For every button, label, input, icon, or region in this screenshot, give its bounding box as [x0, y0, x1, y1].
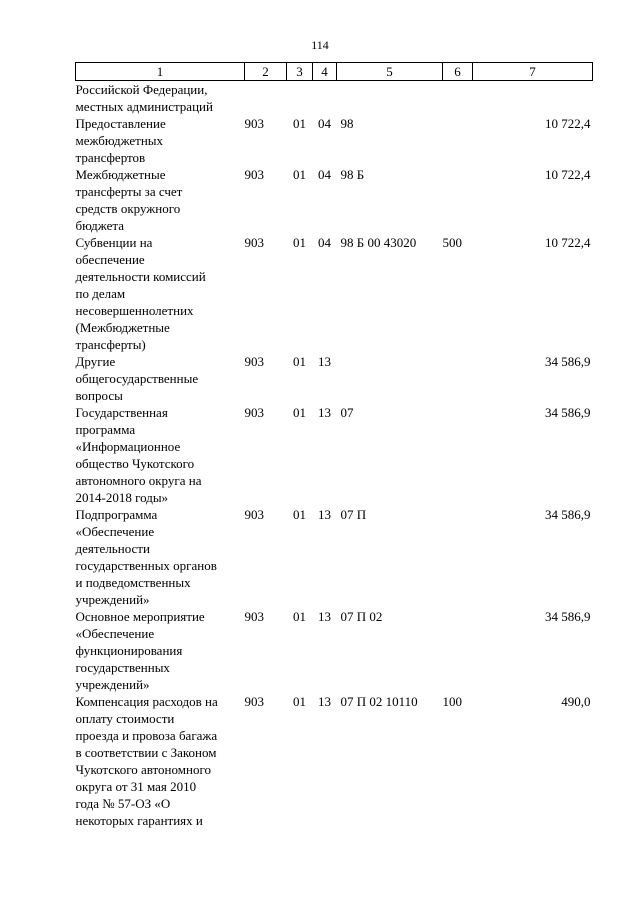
- header-col-7: 7: [473, 63, 593, 81]
- table-row: [76, 608, 593, 693]
- cell-name-line: (Межбюджетные: [75, 320, 170, 335]
- table-header: [76, 63, 593, 81]
- cell-name-line: трансфертов: [75, 150, 146, 165]
- cell-sum: 34 586,9: [545, 354, 591, 369]
- cell-gr: 903: [244, 116, 264, 131]
- cell-name-line: «Информационное: [75, 439, 181, 454]
- cell-name-line: учреждений»: [75, 592, 150, 607]
- cell-pr: 13: [318, 694, 331, 709]
- cell-name-line: общество Чукотского: [75, 456, 195, 471]
- cell-name-line: по делам: [75, 286, 126, 301]
- cell-name-line: функционирования: [75, 643, 183, 658]
- cell-name-line: оплату стоимости: [75, 711, 175, 726]
- cell-name: [76, 234, 245, 353]
- cell-csr: 07 П 02: [340, 609, 383, 624]
- cell-name-line: проезда и провоза багажа: [75, 728, 218, 743]
- cell-csr: 98 Б: [340, 167, 365, 182]
- cell-gr: 903: [244, 507, 264, 522]
- cell-csr: 07: [340, 405, 354, 420]
- header-row: [76, 63, 593, 81]
- table-row: [76, 115, 593, 166]
- cell-csr: 07 П 02 10110: [340, 694, 418, 709]
- cell-vr: 500: [442, 235, 462, 250]
- cell-pr: 13: [318, 609, 331, 624]
- cell-name-line: Российской Федерации,: [75, 82, 208, 97]
- cell-rz: [287, 81, 313, 116]
- cell-name: [76, 404, 245, 506]
- cell-name-line: учреждений»: [75, 677, 150, 692]
- table-row: [76, 81, 593, 116]
- cell-csr: 98 Б 00 43020: [340, 235, 417, 250]
- cell-name-line: общегосударственные: [75, 371, 199, 386]
- cell-name-line: Субвенции на: [75, 235, 153, 250]
- cell-name-line: деятельности: [75, 541, 150, 556]
- cell-name-line: Предоставление: [75, 116, 166, 131]
- cell-sum: 490,0: [561, 694, 591, 709]
- cell-gr: 903: [244, 167, 264, 182]
- cell-name-line: и подведомственных: [75, 575, 191, 590]
- cell-gr: 903: [244, 405, 264, 420]
- cell-rz: 01: [293, 116, 306, 131]
- cell-name-line: 2014-2018 годы»: [75, 490, 169, 505]
- cell-name-line: Государственная: [75, 405, 168, 420]
- cell-csr: 07 П: [340, 507, 367, 522]
- cell-name-line: «Обеспечение: [75, 626, 155, 641]
- cell-csr: [337, 353, 443, 404]
- header-col-5: 5: [337, 63, 443, 81]
- cell-name: [76, 81, 245, 116]
- cell-name-line: государственных: [75, 660, 170, 675]
- cell-sum: 34 586,9: [545, 405, 591, 420]
- cell-sum: 10 722,4: [545, 235, 591, 250]
- table-row: [76, 506, 593, 608]
- cell-rz: 01: [293, 694, 306, 709]
- cell-name-line: в соответствии с Законом: [75, 745, 217, 760]
- cell-gr: 903: [244, 235, 264, 250]
- table-body: [76, 81, 593, 830]
- cell-pr: 04: [318, 235, 331, 250]
- cell-name-line: Чукотского автономного: [75, 762, 211, 777]
- cell-name-line: округа от 31 мая 2010: [75, 779, 197, 794]
- cell-sum: [473, 81, 593, 116]
- cell-vr: 100: [442, 694, 462, 709]
- cell-name-line: государственных органов: [75, 558, 217, 573]
- budget-table: [75, 62, 593, 829]
- cell-pr: 13: [318, 405, 331, 420]
- cell-vr: [443, 81, 473, 116]
- cell-vr: [443, 166, 473, 234]
- table-row: [76, 404, 593, 506]
- cell-vr: [443, 608, 473, 693]
- cell-sum: 34 586,9: [545, 507, 591, 522]
- cell-name-line: трансферты за счет: [75, 184, 183, 199]
- cell-sum: 10 722,4: [545, 167, 591, 182]
- header-col-4: 4: [313, 63, 337, 81]
- cell-name-line: трансферты): [75, 337, 146, 352]
- cell-name: [76, 166, 245, 234]
- cell-name-line: Другие: [75, 354, 116, 369]
- header-col-1: 1: [76, 63, 245, 81]
- cell-name-line: несовершеннолетних: [75, 303, 194, 318]
- cell-gr: 903: [244, 694, 264, 709]
- cell-name-line: обеспечение: [75, 252, 145, 267]
- header-col-3: 3: [287, 63, 313, 81]
- cell-name-line: программа: [75, 422, 136, 437]
- cell-vr: [443, 115, 473, 166]
- cell-csr: [337, 81, 443, 116]
- cell-csr: 98: [340, 116, 354, 131]
- cell-name-line: бюджета: [75, 218, 124, 233]
- header-col-2: 2: [245, 63, 287, 81]
- cell-name-line: «Обеспечение: [75, 524, 155, 539]
- cell-name-line: местных администраций: [75, 99, 213, 114]
- table-row: [76, 234, 593, 353]
- cell-name-line: средств окружного: [75, 201, 181, 216]
- cell-name-line: межбюджетных: [75, 133, 164, 148]
- cell-name: [76, 353, 245, 404]
- cell-sum: 34 586,9: [545, 609, 591, 624]
- cell-name-line: некоторых гарантиях и: [75, 813, 203, 828]
- cell-rz: 01: [293, 167, 306, 182]
- cell-name-line: года № 57-ОЗ «О: [75, 796, 171, 811]
- cell-name-line: Компенсация расходов на: [75, 694, 218, 709]
- table-row: [76, 166, 593, 234]
- cell-sum: 10 722,4: [545, 116, 591, 131]
- cell-name: [76, 608, 245, 693]
- table-row: [76, 353, 593, 404]
- cell-name: [76, 693, 245, 829]
- header-col-6: 6: [443, 63, 473, 81]
- cell-name-line: деятельности комиссий: [75, 269, 206, 284]
- table-row: [76, 693, 593, 829]
- cell-name-line: Основное мероприятие: [75, 609, 205, 624]
- cell-name: [76, 506, 245, 608]
- page-number: 114: [311, 38, 329, 52]
- cell-pr: 13: [318, 507, 331, 522]
- cell-gr: 903: [244, 609, 264, 624]
- cell-pr: 13: [318, 354, 331, 369]
- cell-name-line: Межбюджетные: [75, 167, 166, 182]
- cell-rz: 01: [293, 235, 306, 250]
- cell-gr: 903: [244, 354, 264, 369]
- cell-gr: [245, 81, 287, 116]
- cell-name-line: автономного округа на: [75, 473, 202, 488]
- cell-rz: 01: [293, 354, 306, 369]
- cell-pr: [313, 81, 337, 116]
- cell-name: [76, 115, 245, 166]
- cell-pr: 04: [318, 167, 331, 182]
- cell-pr: 04: [318, 116, 331, 131]
- cell-rz: 01: [293, 507, 306, 522]
- cell-rz: 01: [293, 609, 306, 624]
- cell-name-line: Подпрограмма: [75, 507, 158, 522]
- cell-name-line: вопросы: [75, 388, 123, 403]
- cell-vr: [443, 353, 473, 404]
- cell-vr: [443, 506, 473, 608]
- cell-rz: 01: [293, 405, 306, 420]
- cell-vr: [443, 404, 473, 506]
